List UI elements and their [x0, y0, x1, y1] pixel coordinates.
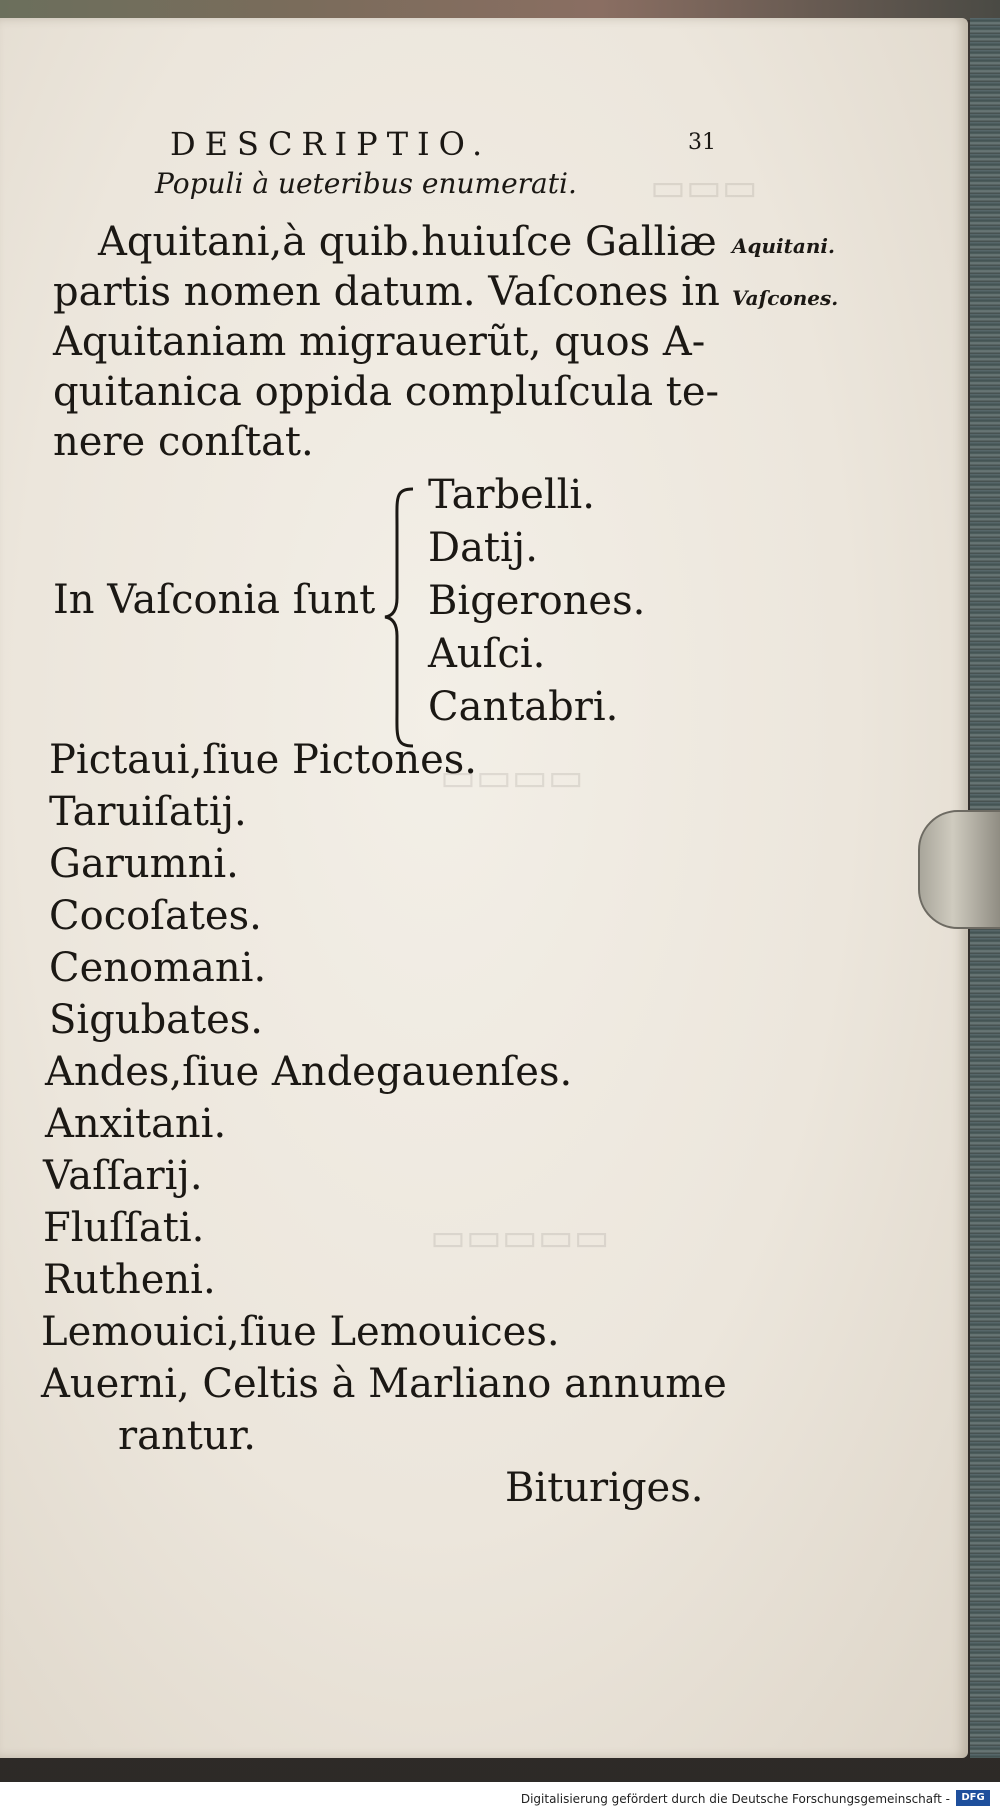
vasconia-tribe: Bigerones.: [428, 578, 646, 624]
section-subheading: Populi à ueteribus enumerati.: [155, 167, 577, 200]
dfg-logo: DFG: [956, 1790, 990, 1806]
people-entry: Lemouici,ſiue Lemouices.: [41, 1309, 560, 1355]
show-through: ▭▭▭▭▭: [430, 1215, 610, 1259]
show-through: ▭▭▭: [650, 165, 758, 209]
paragraph-line: quitanica oppida compluſcula te-: [53, 369, 720, 415]
book-top-edge: [0, 0, 1000, 20]
vasconia-label: In Vaſconia ſunt: [53, 577, 376, 623]
vasconia-tribe: Datij.: [428, 525, 538, 571]
people-entry: Pictaui,ſiue Pictones.: [49, 737, 477, 783]
people-entry: Taruiſatij.: [49, 789, 247, 835]
paragraph-line: Aquitaniam migrauerũt, quos A-: [53, 319, 706, 365]
vasconia-tribe: Tarbelli.: [428, 472, 595, 518]
show-through: ▭▭▭▭: [440, 755, 584, 799]
page-number: 31: [688, 130, 716, 155]
people-entry: Garumni.: [49, 841, 239, 887]
digitization-credit: Digitalisierung gefördert durch die Deutsche Forschungsgemeinschaft -: [520, 1792, 950, 1806]
curly-brace: [383, 486, 417, 749]
paragraph-line: nere conſtat.: [53, 419, 314, 465]
people-entry: Andes,ſiue Andegauenſes.: [45, 1049, 573, 1095]
margin-note: Vaſcones.: [732, 286, 839, 310]
people-entry: Anxitani.: [45, 1101, 227, 1147]
vasconia-tribe: Auſci.: [428, 631, 546, 677]
people-entry: Cocoſates.: [49, 893, 262, 939]
running-head: DESCRIPTIO.: [170, 125, 492, 163]
people-entry: Sigubates.: [49, 997, 264, 1043]
continuation-line: rantur.: [118, 1413, 257, 1459]
people-entry: Vaſſarij.: [43, 1153, 203, 1199]
vasconia-tribe: Cantabri.: [428, 684, 619, 730]
clasp-tab: [918, 810, 1000, 929]
paragraph-line: partis nomen datum. Vaſcones in: [53, 269, 720, 315]
people-entry: Fluſſati.: [43, 1205, 205, 1251]
people-entry: Auerni, Celtis à Marliano annume: [41, 1361, 727, 1407]
catchword: Bituriges.: [505, 1465, 704, 1511]
footer-bar: [0, 1782, 1000, 1817]
people-entry: Cenomani.: [49, 945, 267, 991]
book-page: [0, 18, 968, 1758]
people-entry: Rutheni.: [43, 1257, 216, 1303]
margin-note: Aquitani.: [732, 234, 835, 258]
paragraph-line: Aquitani,à quib.huiuſce Galliæ: [98, 219, 717, 265]
